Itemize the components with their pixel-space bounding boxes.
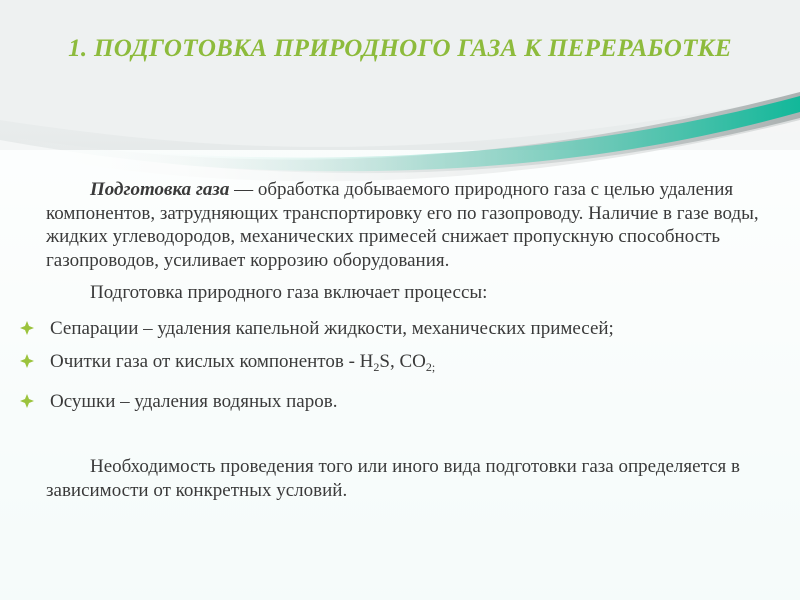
processes-list — [20, 317, 766, 414]
slide-body — [46, 178, 766, 502]
closing-text: Необходимость проведения того или иного вида подготовки газа определяется в зависимости от конкретных условий. — [46, 456, 741, 501]
list-item-text-middle: S, CO — [379, 351, 426, 372]
list-item-text: Осушки – удаления водяных паров. — [50, 390, 338, 412]
diamond-bullet-icon — [20, 321, 34, 335]
list-item-text: Сепарации – удаления капельной жидкости, механических примесей; — [50, 317, 614, 339]
closing-paragraph — [46, 455, 766, 502]
slide-title: 1. ПОДГОТОВКА ПРИРОДНОГО ГАЗА К ПЕРЕРАБОТКЕ — [68, 35, 732, 62]
definition-term: Подготовка газа — [90, 179, 230, 200]
diamond-bullet-icon — [20, 394, 34, 408]
definition-text: — обработка добываемого природного газа с целью удаления компонентов, затрудняющих транспортировку его по газопроводу. Наличие в газе воды, жидких углеводородов, механических примесей снижает пропускную способность газопроводов, усиливает коррозию оборудования. — [46, 179, 759, 271]
processes-intro — [46, 281, 766, 305]
definition-paragraph — [46, 178, 766, 272]
list-item — [20, 390, 766, 414]
list-item — [20, 350, 766, 380]
subscript: 2 — [373, 360, 380, 374]
processes-intro-text: Подготовка природного газа включает процессы: — [90, 282, 488, 303]
list-item-text — [50, 351, 435, 372]
subscript: 2; — [425, 360, 436, 374]
diamond-bullet-icon — [20, 354, 34, 368]
list-item-text-prefix: Очитки газа от кислых компонентов - H — [50, 351, 374, 372]
list-item — [20, 317, 766, 341]
